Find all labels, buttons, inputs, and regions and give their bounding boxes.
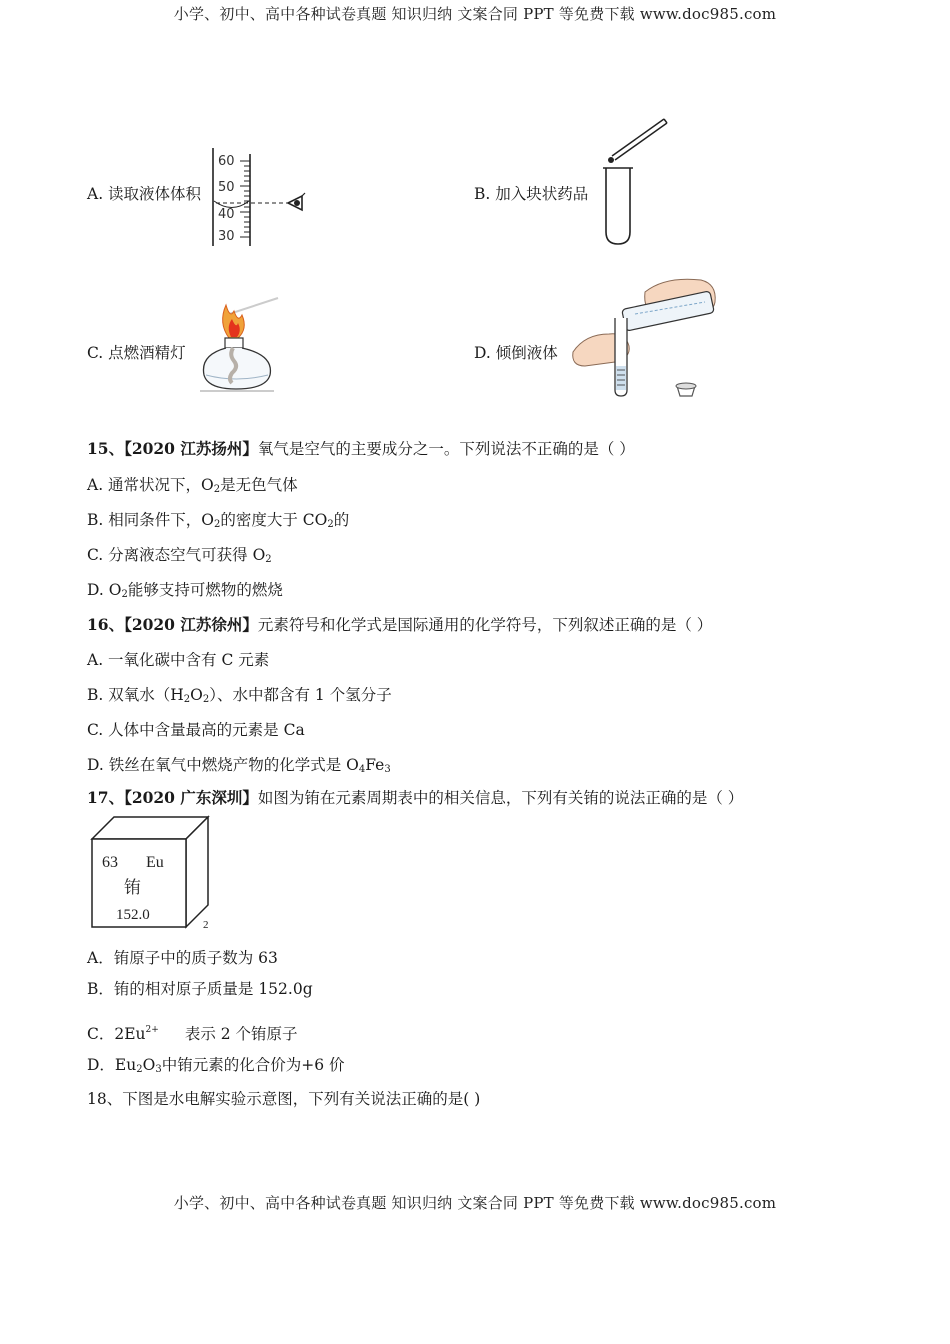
cylinder-tick-60: 60 xyxy=(218,154,235,169)
element-name: 铕 xyxy=(124,878,141,898)
q17-option-a: A．铕原子中的质子数为 63 xyxy=(87,949,278,967)
alcohol-lamp-illustration xyxy=(196,293,282,397)
q14-option-c-label: C. 点燃酒精灯 xyxy=(87,344,186,362)
q15-option-d: D. $O_2$能够支持可燃物的燃烧 xyxy=(87,581,283,600)
q15-source: 【2020 江苏扬州】 xyxy=(124,439,258,458)
q16-option-c: C. 人体中含量最高的元素是 Ca xyxy=(87,721,305,739)
q15-number: 15、 xyxy=(87,439,125,458)
element-tile-europium xyxy=(90,815,215,930)
eye-icon xyxy=(288,193,305,210)
q16-option-b: B. 双氧水$(H_2O_2)$、水中都含有 1 个氢分子 xyxy=(87,686,392,705)
element-corner-mark: 2 xyxy=(203,919,209,931)
q18-stem: 18、下图是水电解实验示意图，下列有关说法正确的是( ) xyxy=(87,1090,481,1108)
q17-stem xyxy=(87,786,743,808)
element-symbol: Eu xyxy=(146,854,164,871)
q17-number: 17、 xyxy=(87,788,125,807)
q16-text: 元素符号和化学式是国际通用的化学符号，下列叙述正确的是（ ） xyxy=(257,616,713,634)
test-tube-tweezers-illustration xyxy=(600,114,672,249)
q16-option-d: D. 铁丝在氧气中燃烧产物的化学式是 $O_4Fe_3$ xyxy=(87,756,391,775)
q15-option-b: B. 相同条件下，$O_2$的密度大于 $CO_2$的 xyxy=(87,511,350,530)
q15-option-a: A. 通常状况下，$O_2$是无色气体 xyxy=(87,476,298,495)
element-atomic-mass: 152.0 xyxy=(116,907,150,923)
q14-option-d-label: D. 倾倒液体 xyxy=(474,344,558,362)
cylinder-tick-50: 50 xyxy=(218,180,235,195)
q17-option-c: C．$2Eu^{2+}$ 表示 2 个铕原子 xyxy=(87,1025,298,1043)
q17-option-d: D．$Eu_2O_3$中铕元素的化合价为+6 价 xyxy=(87,1056,345,1075)
q16-option-a: A. 一氧化碳中含有 C 元素 xyxy=(87,651,270,669)
q15-stem xyxy=(87,437,635,459)
page-footer: 小学、初中、高中各种试卷真题 知识归纳 文案合同 PPT 等免费下载 www.doc985.com xyxy=(173,1194,777,1212)
q17-option-b: B．铕的相对原子质量是 152.0g xyxy=(87,980,313,998)
q16-stem xyxy=(87,613,712,635)
q16-source: 【2020 江苏徐州】 xyxy=(124,615,258,634)
q16-number: 16、 xyxy=(87,615,125,634)
cylinder-tick-40: 40 xyxy=(218,207,235,222)
graduated-cylinder-illustration xyxy=(206,146,316,250)
page-header: 小学、初中、高中各种试卷真题 知识归纳 文案合同 PPT 等免费下载 www.doc985.com xyxy=(173,5,777,23)
q15-option-c: C. 分离液态空气可获得 $O_2$ xyxy=(87,546,272,565)
cylinder-tick-30: 30 xyxy=(218,229,235,244)
q15-text: 氧气是空气的主要成分之一。下列说法不正确的是（ ） xyxy=(257,440,635,458)
q14-option-b-label: B. 加入块状药品 xyxy=(474,185,589,203)
q17-source: 【2020 广东深圳】 xyxy=(124,788,258,807)
q17-text: 如图为铕在元素周期表中的相关信息，下列有关铕的说法正确的是（ ） xyxy=(257,789,744,807)
pouring-liquid-illustration xyxy=(565,274,725,400)
element-atomic-number: 63 xyxy=(102,854,118,871)
q14-option-a-label: A. 读取液体体积 xyxy=(87,185,202,203)
